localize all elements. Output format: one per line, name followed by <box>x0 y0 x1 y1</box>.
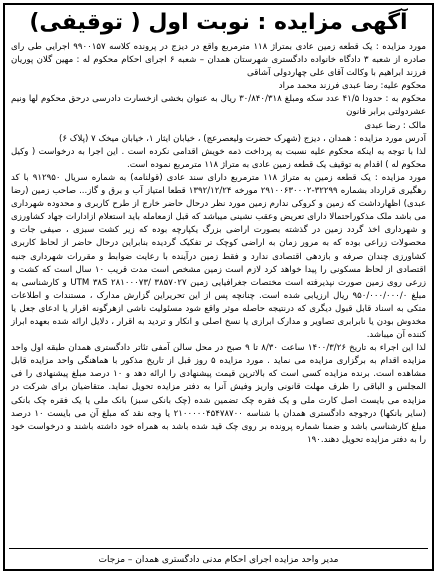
paragraph-address: آدرس مورد مزایده : همدان ، دیزج (شهرک حضرت ولیعصرعج) ، خیابان ایثار ۱، خیابان میخک ۷ (پلاک ۶) <box>59 133 426 144</box>
paragraph-owner: مالک : رضا عبدی <box>364 120 426 131</box>
footer-divider <box>9 548 428 549</box>
paragraph-property-description: مورد مزایده : یک قطعه زمین به متراژ ۱۱۸ مترمربع دارای سند عادی (قولنامه) به شماره سریال ۹۱۲۹۵۰ با کد رهگیری قرارداد بشماره ۳۲۲۹۹-۲۹۱۰۰۶۳۰۰۰۲ مورخه ۱۳۹۲/۱۲/۲۴ قطعا امتیاز آب و برق و گاز... صاحب زمین (رضا عبدی) اظهارداشت که زمین و کروکی ندارم زمین مورد نظر درحال حاضر خارج از طرح کاربری و محدوده شهرداری می باشد ملک مذکوراحتمالا دارای تعریض وعقب نشینی میباشد که قبل ازمعامله باید استعلام ازادارات جهاد کشاورزی و شهرداری اخذ گردد زمین در گذشته بصورت اراضی بزرگ یکپارچه بوده که زیر کشت سبزی ، صیفی جات و محصولات زراعی بوده که به مرور زمان به اراضی کوچک تر تفکیک گردیده بنابراین درحال حاضر از لحاظ کاربری کشاورزی چندان صرفه و بازدهی اقتصادی ندارد و فقط زمین درآینده با رعایت ضوابط و مقررات شهرداری جنبه اقتصادی از لحاظ مسکونی را پیدا خواهد کرد لازم است زمین مشخص است مدت قریب ۱۰ سال است که کشت و زرعی روی زمین صورت نپذیرفته است مختصات جغرافیایی زمین UTM ۳۸S ۲۸۱۰۰۰۷۳/ ۳۸۵۷۰۲۷ و کارشناسی به مبلغ ۹۵۰/۰۰۰/۰۰۰/۰ ریال ارزیابی شده است. چنانچه پس از این تحریراین گزارش مدارک ، مستندات و اطلاعات متکی به اسناد قابل قبول دیگری که درنتیجه حاصله موثر واقع شود مسئولیت ناشی ازهرگونه اقرار یا ادعای جعل یا مخدوش بودن یا نابرابری تصاویر و مدارک ابرازی یا نسخ اصلی و انکار و تردید به اقرار ، دلایل ارائه شده بعهده ابراز کننده آن میباشد. <box>11 172 427 341</box>
notice-frame <box>3 3 434 571</box>
paragraph-judgment: محکوم به : حدودا ۴۱/۵ عدد سکه ومبلغ ۳۰/۸۴۰/۳۱۸ ریال به عنوان بخشی ازخسارت دادرسی درحق محکوم لها ونیم عشردولتی برابر قانون <box>11 94 427 118</box>
paragraph-auction-item: مورد مزایده : یک قطعه زمین عادی بمتراژ ۱۱۸ مترمربع واقع در دیزج در پرونده کلاسه ۹۹۰۰۱۵۷ اجرایی طی رای صادره از شعبه ۳ دادگاه خانواده دادگستری شهرستان همدان – شعبه ۶ اجرای احکام محکوم له : مهین گلان پوریان فرزند ابراهیم با وکالت آقای علی چهاردولی آشاقی <box>11 42 426 79</box>
notice-title: آگهی مزایده : نوبت اول ( توقیفی) <box>29 10 408 35</box>
notice-footer: مدیر واحد مزایده اجرای احکام مدنی دادگستری همدان – مزجات <box>98 555 339 565</box>
notice-body <box>5 41 432 447</box>
paragraph-auction-terms: لذا این اجراء به تاریخ ۱۴۰۰/۳/۲۶ ساعت ۸/۳۰ تا ۹ صبح در محل سالن آمفی تئاتر دادگستری همدان طبقه اول واحد مزایده اقدام به برگزاری مزایده می نماید . مورد مزایده ۵ روز قبل از تاریخ مذکور با هماهنگی واحد مزایده قابل مشاهده است. برنده مزایده کسی است که بالاترین قیمت پیشنهادی را ارائه دهد و ۱۰ درصد مبلغ پیشنهادی را فی المجلس و الباقی را ظرف مهلت قانونی واریز وفیش آنرا به دفتر مزایده تحویل نماید. متقاضیان برای شرکت در مزایده می بایست اصل کارت ملی و یک فقره چک تضمین شده (چک بانکی سبز) بانک ملی یا یک فقره چک بانکی (سایر بانکها) درجوجه دادگستری همدان با شناسه ۲۱۰۰۰۰۰۴۵۴۷۸۷۰۰ یا وجه نقد که مبلغ آن می بایست ۱۰ درصد مبلغ کارشناسی باشد و ضمنا شماره پرونده بر روی چک قید شده باشد به همراه خود داشته باشند و درخواست خود را به دفتر مزایده تحویل دهند.۱۹۰ <box>11 343 426 445</box>
paragraph-debtor: محکوم علیه: رضا عبدی فرزند محمد مراد <box>278 81 426 92</box>
paragraph-seizure: لذا با توجه به اینکه محکوم علیه نسبت به پرداخت ذمه خویش اقدامی نکرده است . این اجرا به درخواست ( وکیل محکوم له ) اقدام به توقیف یک قطعه زمین عادی به متراژ ۱۱۸ مترمربع نموده است. <box>11 146 426 170</box>
